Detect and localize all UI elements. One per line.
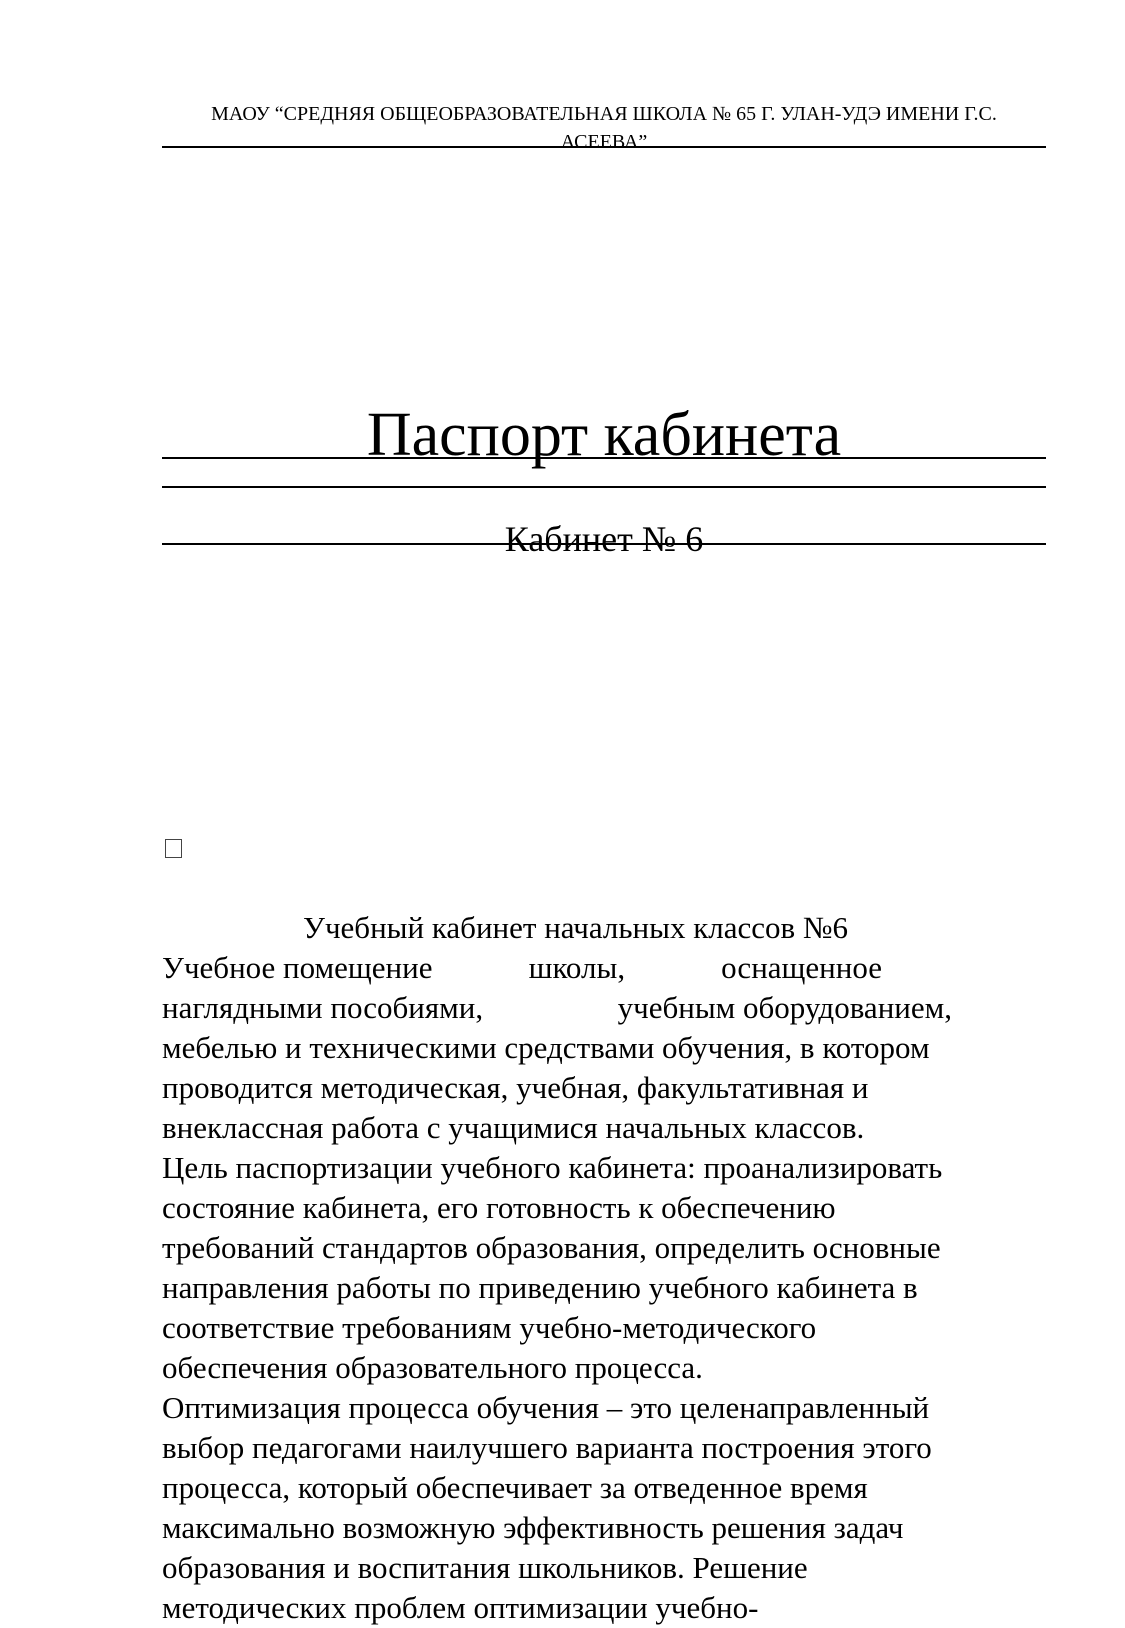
body-line: мебелью и техническими средствами обучения, в котором bbox=[162, 1030, 930, 1065]
document-body bbox=[162, 908, 1046, 1628]
body-line: внеклассная работа с учащимися начальных классов. bbox=[162, 1110, 865, 1145]
body-line-2 bbox=[162, 988, 952, 1028]
organization-name-line-2: АСЕЕВА” bbox=[560, 131, 648, 153]
body-line: состояние кабинета, его готовность к обеспечению bbox=[162, 1190, 836, 1225]
body-line: обеспечения образовательного процесса. bbox=[162, 1350, 703, 1385]
body-line: соответствие требованиям учебно-методического bbox=[162, 1310, 817, 1345]
body-line: выбор педагогами наилучшего варианта построения этого bbox=[162, 1430, 932, 1465]
body-line: направления работы по приведению учебного кабинета в bbox=[162, 1270, 918, 1305]
body-word: учебным оборудованием, bbox=[617, 990, 952, 1025]
body-line: проводится методическая, учебная, факультативная и bbox=[162, 1070, 869, 1105]
body-line: требований стандартов образования, определить основные bbox=[162, 1230, 941, 1265]
body-line: Цель паспортизации учебного кабинета: проанализировать bbox=[162, 1150, 943, 1185]
body-word: наглядными пособиями, bbox=[162, 990, 484, 1025]
body-line: процесса, который обеспечивает за отведенное время bbox=[162, 1470, 868, 1505]
subtitle-rule-bottom bbox=[162, 543, 1046, 545]
document-title: Паспорт кабинета bbox=[366, 401, 842, 469]
body-line: максимально возможную эффективность решения задач bbox=[162, 1510, 904, 1545]
body-line-1 bbox=[162, 948, 882, 988]
body-word: школы, bbox=[528, 950, 626, 985]
subtitle-rule-top bbox=[162, 486, 1046, 488]
body-line: Оптимизация процесса обучения – это целенаправленный bbox=[162, 1390, 930, 1425]
body-word: Учебное помещение bbox=[162, 950, 433, 985]
body-heading: Учебный кабинет начальных классов №6 bbox=[303, 910, 848, 945]
body-word: оснащенное bbox=[721, 950, 882, 985]
checkbox-placeholder bbox=[165, 839, 182, 858]
organization-name-line-1: МАОУ “СРЕДНЯЯ ОБЩЕОБРАЗОВАТЕЛЬНАЯ ШКОЛА № 65 Г. УЛАН-УДЭ ИМЕНИ Г.С. bbox=[211, 103, 997, 125]
room-number: Кабинет № 6 bbox=[504, 519, 704, 559]
title-rule-bottom bbox=[162, 457, 1046, 459]
header-rule bbox=[162, 146, 1046, 148]
body-line: образования и воспитания школьников. Решение bbox=[162, 1550, 808, 1585]
body-line: методических проблем оптимизации учебно- bbox=[162, 1590, 759, 1625]
